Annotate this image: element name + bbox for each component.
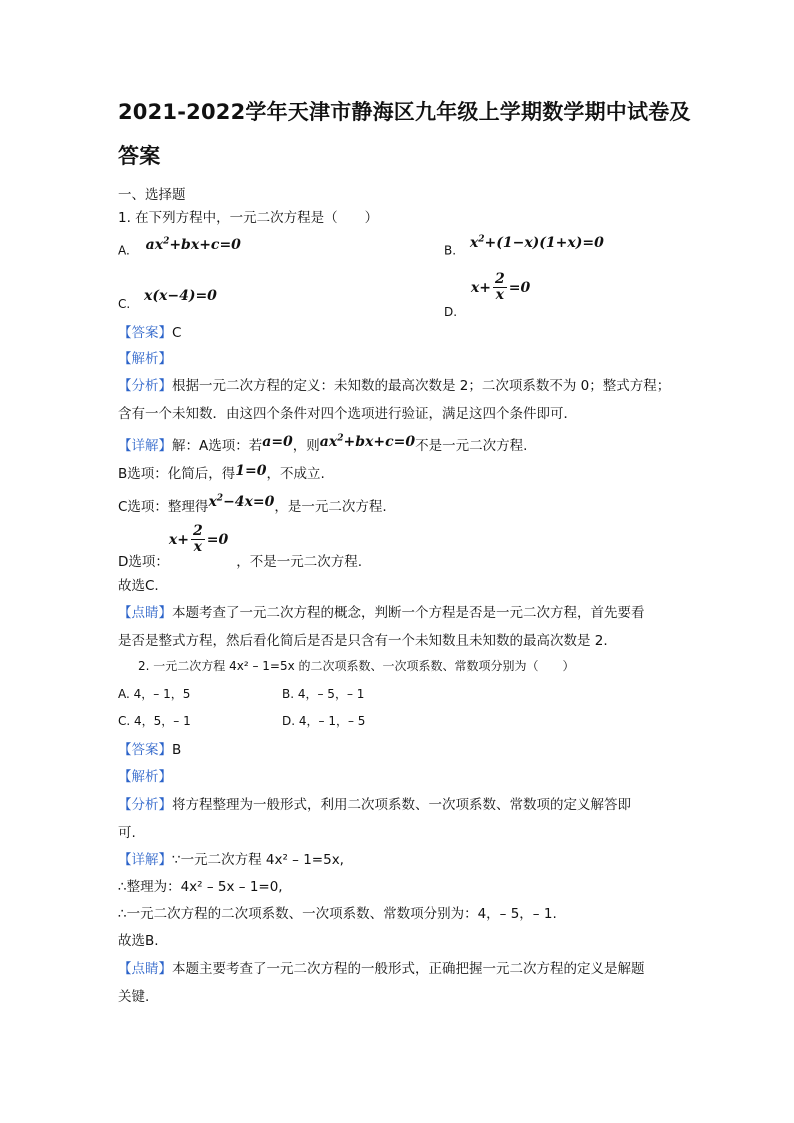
q1-xiangjie-c (118, 495, 387, 515)
q1-jiexi-tag: 【解析】 (118, 351, 172, 367)
xiangjie-a-formula: $ax^2+bx+c=0$ (319, 433, 416, 450)
q1-option-b (444, 234, 604, 259)
fenxi-tag: 【分析】 (118, 797, 172, 813)
q1-dianjing-line1 (118, 601, 645, 621)
answer-value: C (172, 325, 182, 341)
q2-xiangjie-line1 (118, 848, 344, 868)
xiangjie-a-mid: ，则 (292, 438, 320, 454)
page-title-line1: 2021-2022学年天津市静海区九年级上学期数学期中试卷及 (118, 100, 691, 124)
xiangjie-c-post: ，是一元二次方程. (274, 499, 387, 515)
q1-guxuan: 故选C. (118, 578, 159, 594)
q1-option-a (118, 236, 241, 259)
xiangjie-a-condition: a=0 (262, 434, 293, 450)
q1-option-c (118, 288, 217, 312)
fenxi-text: 根据一元二次方程的定义：未知数的最高次数是 2；二次项系数不为 0；整式方程； (172, 378, 671, 394)
fenxi-tag: 【分析】 (118, 378, 172, 394)
page-title-line2: 答案 (118, 144, 161, 168)
q2-xiangjie-line3: ∴一元二次方程的二次项系数、一次项系数、常数项分别为：4，– 5，– 1. (118, 906, 557, 922)
dianjing-text: 本题主要考查了一元二次方程的一般形式，正确把握一元二次方程的定义是解题 (172, 961, 645, 977)
q2-guxuan: 故选B. (118, 933, 159, 949)
xiangjie-d-pre: D选项： (118, 553, 169, 570)
q2-answer (118, 738, 181, 758)
q1-dianjing-line2: 是否是整式方程，然后看化简后是否是只含有一个未知数且未知数的最高次数是 2. (118, 633, 608, 649)
q1-fenxi-line1 (118, 374, 670, 394)
xiangjie-c-pre: C选项：整理得 (118, 499, 209, 515)
xiangjie-b-pre: B选项：化简后，得 (118, 466, 236, 482)
q1-option-a-formula: $ax^2+bx+c=0$ (145, 236, 241, 253)
q2-dianjing-line1 (118, 957, 645, 977)
q1-xiangjie-a (118, 434, 527, 454)
xiangjie-b-post: ，不成立. (266, 466, 325, 482)
dianjing-text: 本题考查了一元二次方程的概念，判断一个方程是否是一元二次方程，首先要看 (172, 605, 645, 621)
answer-tag: 【答案】 (118, 742, 172, 758)
q2-xiangjie-line2: ∴整理为：4x² – 5x – 1=0, (118, 879, 283, 895)
q2-option-d: D. 4，– 1，– 5 (282, 714, 366, 728)
section-heading: 一、选择题 (118, 187, 186, 203)
xiangjie-b-formula: 1=0 (235, 463, 267, 479)
xiangjie-tag: 【详解】 (118, 852, 172, 868)
q2-jiexi-tag: 【解析】 (118, 769, 172, 785)
q1-xiangjie-b (118, 462, 325, 482)
dianjing-tag: 【点睛】 (118, 961, 172, 977)
xiangjie-d-formula: x+ $\frac{2}{x}$ =0 (168, 523, 229, 555)
xiangjie-text: ∵一元二次方程 4x² – 1=5x, (172, 852, 344, 868)
q1-option-c-formula: x(x−4)=0 (144, 288, 217, 304)
answer-value: B (172, 742, 182, 758)
q1-xiangjie-d (118, 523, 363, 570)
q1-option-a-label: A. (118, 243, 130, 258)
q1-stem: 1. 在下列方程中，一元二次方程是（ ） (118, 210, 379, 226)
q1-answer (118, 321, 181, 341)
q2-fenxi-line1 (118, 793, 631, 813)
q1-option-d-label: D. (444, 304, 458, 319)
xiangjie-a-post: 不是一元二次方程. (415, 438, 528, 454)
q1-option-d-formula: x+ $\frac{2}{x}$ =0 (470, 271, 531, 303)
xiangjie-c-formula: $x^2-4x=0$ (208, 493, 275, 510)
q2-option-a: A. 4，– 1，5 (118, 687, 191, 701)
dianjing-tag: 【点睛】 (118, 605, 172, 621)
q2-option-c: C. 4，5，– 1 (118, 714, 191, 728)
q2-option-b: B. 4，– 5，– 1 (282, 687, 365, 701)
q1-fenxi-line2: 含有一个未知数．由这四个条件对四个选项进行验证，满足这四个条件即可． (118, 406, 577, 422)
q2-dianjing-line2: 关键. (118, 989, 150, 1005)
xiangjie-tag: 【详解】 (118, 438, 172, 454)
fenxi-text: 将方程整理为一般形式，利用二次项系数、一次项系数、常数项的定义解答即 (172, 797, 631, 813)
xiangjie-a-pre: 解：A选项：若 (172, 438, 263, 454)
q2-stem: 2. 一元二次方程 4x² – 1=5x 的二次项系数、一次项系数、常数项分别为（ ） (138, 659, 575, 673)
answer-tag: 【答案】 (118, 325, 172, 341)
q1-option-b-label: B. (444, 243, 457, 258)
q1-option-d (444, 271, 531, 319)
xiangjie-d-post: ，不是一元二次方程. (236, 553, 363, 570)
q2-fenxi-line2: 可. (118, 825, 136, 841)
q1-option-c-label: C. (118, 297, 131, 311)
q1-option-b-formula: $x^2+(1-x)(1+x)=0$ (469, 234, 604, 251)
